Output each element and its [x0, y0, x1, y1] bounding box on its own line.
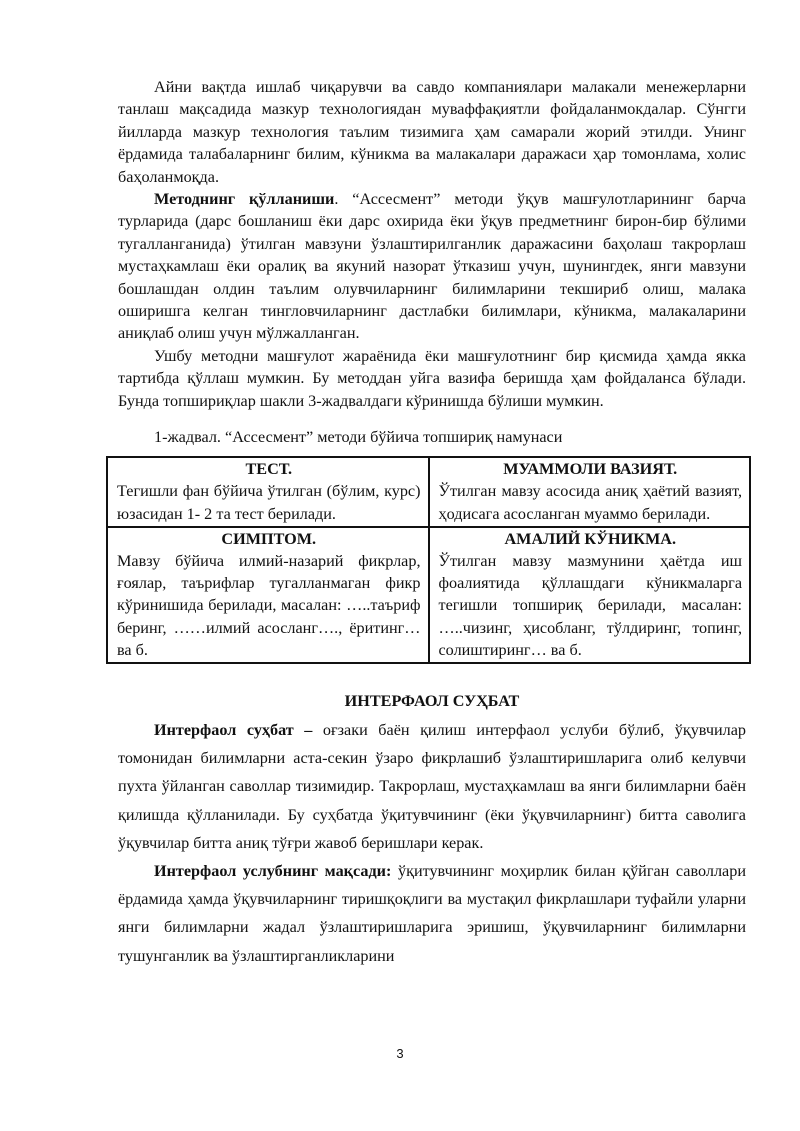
- cell-title: АМАЛИЙ КЎНИКМА.: [504, 529, 676, 548]
- paragraph-method-usage: Методнинг қўлланиши. “Ассесмент” методи ўқув машғулотларининг барча турларида (дарс бошланиш ёки дарс охирида ёки ўқув предметнинг бирон-бир бўлими тугалланганида) ўтилган мавзуни ўзлаштирилганлик даражасини баҳолаш такрорлаш мустаҳкамлаш ёки оралиқ ва якуний назорат ўтказиш учун, шунингдек, янги мавзуни бошлашдан олдин таълим олувчиларнинг билимларини текшириб олиш, малака оширишга келган тингловчиларнинг дастлабки билимлари, кўникма, малакаларини аниқлаб олиш учун мўлжалланган.: [118, 190, 746, 343]
- section-heading: ИНТЕРФАОЛ СУҲБАТ: [344, 691, 520, 710]
- cell-title: СИМПТОМ.: [221, 529, 317, 548]
- cell-body: Ўтилган мавзу мазмунини ҳаётда иш фоалиятида қўллашдаги кўникмаларга тегишли топшириқ берилади, масалан: …..чизинг, ҳисобланг, тўлдиринг, топинг, солиштиринг… ва б.: [438, 551, 742, 659]
- method-usage-term: Методнинг қўлланиши: [154, 190, 335, 209]
- paragraph-application: Ушбу методни машғулот жараёнида ёки машғулотнинг бир қисмида ҳамда якка тартибда қўллаш мумкин. Бу методдан уйга вазифа беришда ҳам фойдаланса бўлади. Бунда топшириқлар шакли 3-жадвалдаги кўринишда бўлиши мумкин.: [118, 346, 746, 410]
- paragraph-interactive-talk: Интерфаол суҳбат – оғзаки баён қилиш интерфаол услуби бўлиб, ўқувчилар томонидан билимларни аста-секин ўзаро фикрлашиб ўзлаштиришларига олиб келувчи пухта ўйланган саволлар тизимидир. Такрорлаш, мустаҳкамлаш ва янги билимларни баён қилишда қўлланилади. Бу суҳбатда ўқитувчининг (ёки ўқувчиларнинг) битта саволига ўқувчилар битта аниқ тўғри жавоб беришлари керак.: [118, 720, 746, 852]
- table-caption: 1-жадвал. “Ассесмент” методи бўйича топшириқ намунаси: [154, 428, 563, 447]
- page-number: 3: [396, 1046, 404, 1061]
- paragraph-method-goal: Интерфаол услубнинг мақсади: ўқитувчининг моҳирлик билан қўйган саволлари ёрдамида ҳамда ўқувчиларнинг тиришқоқлиги ва мустақил фикрлашлари туфайли уларни янги билимларни жадал ўзлаштиришларига эришиш, ўқувчиларнинг билимларни тушунганлик ва ўзлаштирганликларини: [118, 861, 746, 965]
- cell-title: МУАММОЛИ ВАЗИЯТ.: [503, 460, 678, 479]
- cell-body: Тегишли фан бўйича ўтилган (бўлим, курс) юзасидан 1- 2 та тест берилади.: [117, 482, 421, 523]
- table-cell-test: [107, 457, 429, 527]
- table-cell-problem-situation: [429, 457, 751, 527]
- cell-title: ТЕСТ.: [245, 460, 292, 479]
- cell-body: Ўтилган мавзу асосида аниқ ҳаётий вазият, ҳодисага асосланган муаммо берилади.: [438, 482, 742, 523]
- document-page: [118, 76, 746, 970]
- cell-body: Мавзу бўйича илмий-назарий фикрлар, ғоялар, таърифлар тугалланмаган фикр кўринишида берилади, масалан: …..таъриф беринг, ……илмий асосланг…., ёритинг… ва б.: [117, 551, 421, 659]
- paragraph-intro: Айни вақтда ишлаб чиқарувчи ва савдо компаниялари малакали менежерларни танлаш мақсадида мазкур технологиядан муваффақиятли фойдаланмокдалар. Сўнгги йилларда мазкур технология таълим тизимига ҳам самарали жорий этилди. Унинг ёрдамида талабаларнинг билим, кўникма ва малакалари даражаси ҳар томонлама, холис баҳоланмоқда.: [118, 78, 746, 186]
- table-cell-practical-skill: [429, 527, 751, 663]
- table-cell-symptom: [107, 527, 429, 663]
- interactive-talk-term: Интерфаол суҳбат –: [154, 720, 313, 739]
- method-goal-term: Интерфаол услубнинг мақсади:: [154, 861, 392, 880]
- assessment-table: [106, 456, 751, 664]
- table-row: [107, 457, 750, 527]
- table-row: [107, 527, 750, 663]
